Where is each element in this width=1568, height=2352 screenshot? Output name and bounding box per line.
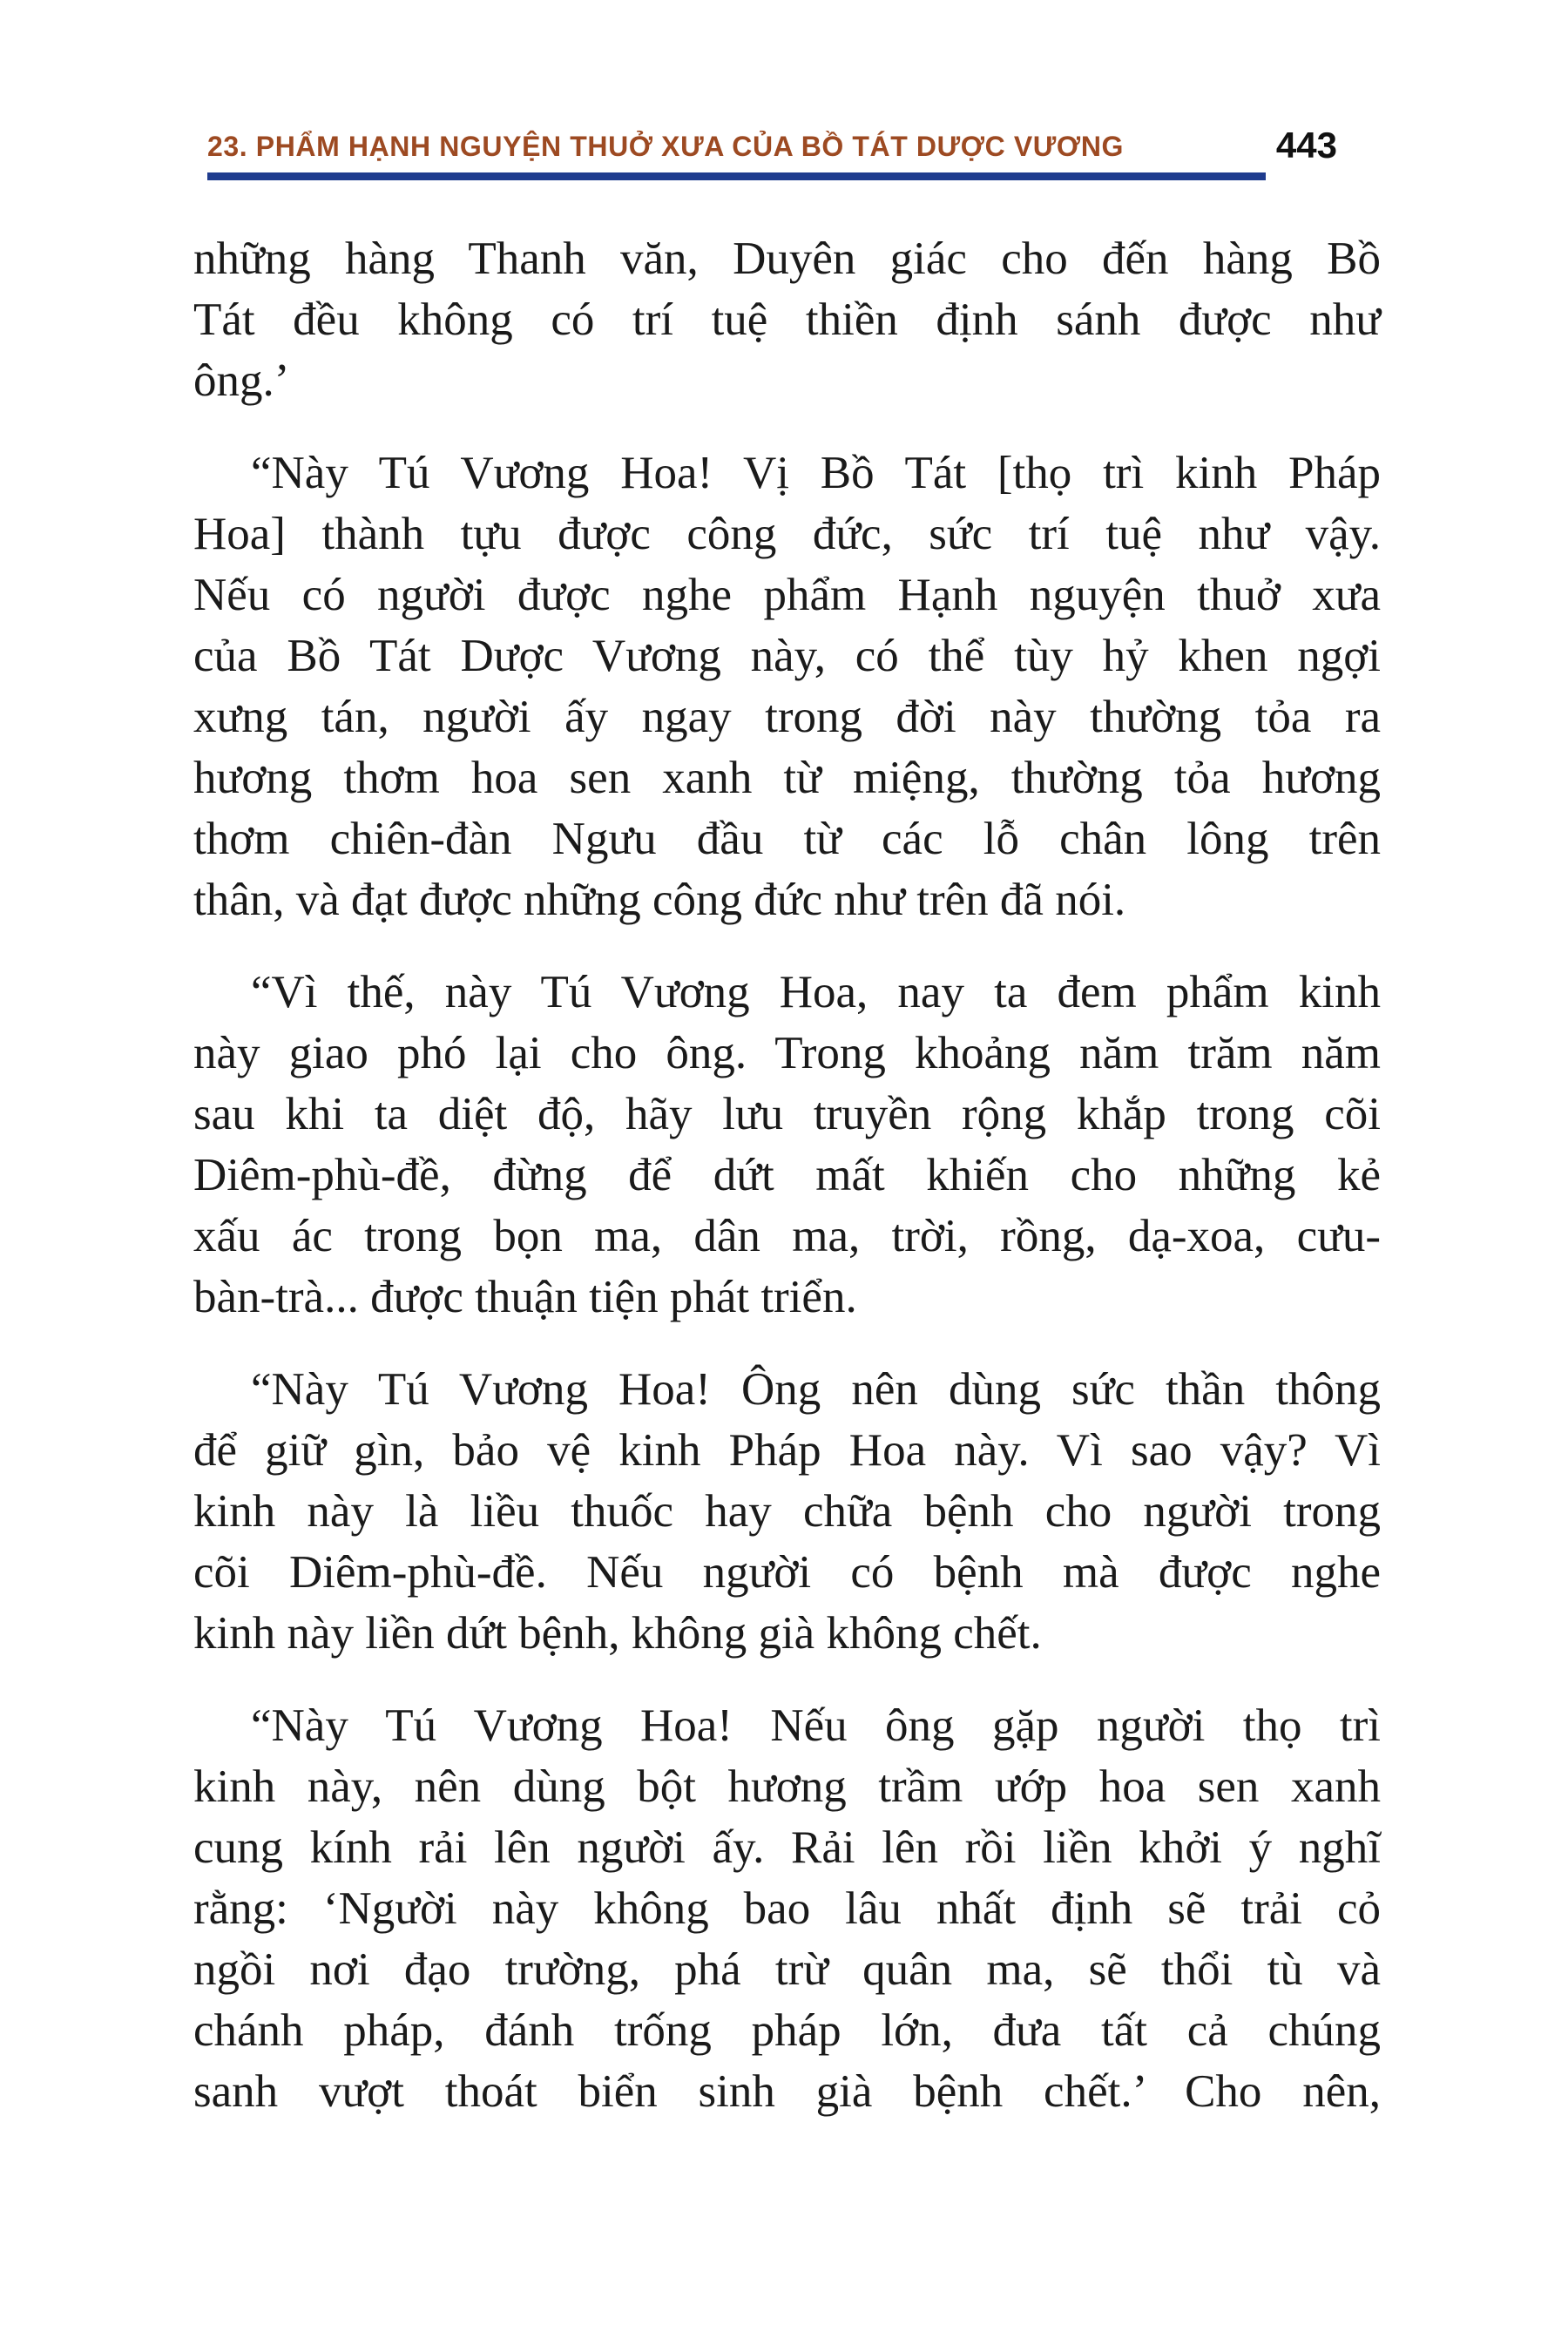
text-line: “Này Tú Vương Hoa! Ông nên dùng sức thần thông [251,1364,1381,1415]
text-line: chánh pháp, đánh trống pháp lớn, đưa tất cả chúng [193,2005,1381,2056]
body-text [193,228,1381,2122]
text-line: Nếu có người được nghe phẩm Hạnh nguyện thuở xưa [193,570,1381,620]
text-line: Diêm-phù-đề, đừng để dứt mất khiến cho những kẻ [193,1150,1381,1200]
chapter-running-head: 23. PHẨM HẠNH NGUYỆN THUỞ XƯA CỦA BỒ TÁT DƯỢC VƯƠNG [207,131,1125,162]
text-line: xấu ác trong bọn ma, dân ma, trời, rồng, dạ-xoa, cưu- [193,1211,1381,1261]
text-line: xưng tán, người ấy ngay trong đời này thường tỏa ra [193,692,1381,742]
text-line: Tát đều không có trí tuệ thiền định sánh được như [193,294,1381,345]
text-line: những hàng Thanh văn, Duyên giác cho đến hàng Bồ [193,233,1381,284]
body-paragraph [193,228,1381,411]
text-line: cõi Diêm-phù-đề. Nếu người có bệnh mà được nghe [193,1547,1381,1598]
body-paragraph [193,962,1381,1328]
text-line: “Vì thế, này Tú Vương Hoa, nay ta đem phẩm kinh [251,967,1381,1017]
text-line: kinh này liền dứt bệnh, không già không chết. [193,1608,1042,1659]
text-line: cung kính rải lên người ấy. Rải lên rồi liền khởi ý nghĩ [193,1822,1381,1873]
page-number: 443 [1275,125,1337,166]
body-paragraph [193,1695,1381,2122]
text-line: sanh vượt thoát biển sinh già bệnh chết.’ Cho nên, [193,2066,1381,2117]
text-line: thân, và đạt được những công đức như trên đã nói. [193,875,1126,925]
text-line: ông.’ [193,355,290,406]
text-line: hương thơm hoa sen xanh từ miệng, thường tỏa hương [193,753,1381,803]
text-line: để giữ gìn, bảo vệ kinh Pháp Hoa này. Vì sao vậy? Vì [193,1425,1381,1476]
text-line: “Này Tú Vương Hoa! Vị Bồ Tát [thọ trì kinh Pháp [251,448,1381,498]
text-line: ngồi nơi đạo trường, phá trừ quân ma, sẽ thổi tù và [193,1944,1381,1995]
text-line: bàn-trà... được thuận tiện phát triển. [193,1272,857,1322]
text-line: này giao phó lại cho ông. Trong khoảng năm trăm năm [193,1028,1381,1078]
text-line: Hoa] thành tựu được công đức, sức trí tuệ như vậy. [193,509,1381,559]
text-line: của Bồ Tát Dược Vương này, có thể tùy hỷ khen ngợi [193,631,1381,681]
body-paragraph [193,1359,1381,1664]
text-line: kinh này là liều thuốc hay chữa bệnh cho người trong [193,1486,1381,1537]
header-rule-divider [207,172,1266,180]
text-line: “Này Tú Vương Hoa! Nếu ông gặp người thọ trì [251,1700,1381,1751]
text-line: rằng: ‘Người này không bao lâu nhất định sẽ trải cỏ [193,1883,1381,1934]
text-line: kinh này, nên dùng bột hương trầm ướp hoa sen xanh [193,1761,1381,1812]
text-line: sau khi ta diệt độ, hãy lưu truyền rộng khắp trong cõi [193,1089,1381,1139]
text-line: thơm chiên-đàn Ngưu đầu từ các lỗ chân lông trên [193,814,1381,864]
body-paragraph [193,443,1381,930]
